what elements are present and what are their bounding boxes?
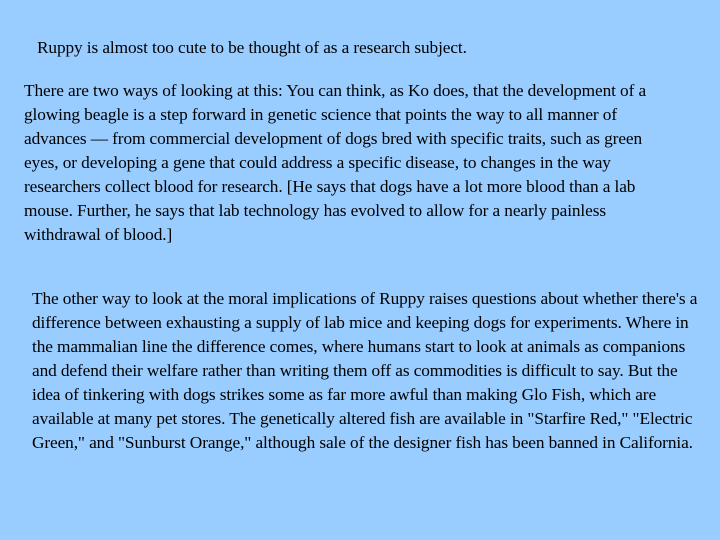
paragraph-two-ways: There are two ways of looking at this: You can think, as Ko does, that the development of a glowing beagle is a step forward in genetic science that points the way to all manner of advances — from commercial development of dogs bred with specific traits, such as green eyes, or developing a gene that could address a specific disease, to changes in the way researchers collect blood for research. [He says that dogs have a lot more blood than a lab mouse. Further, he says that lab technology has evolved to allow for a nearly painless withdrawal of blood.] <box>24 81 647 244</box>
intro-caption: Ruppy is almost too cute to be thought of as a research subject. <box>37 38 467 57</box>
paragraph-moral-implications: The other way to look at the moral implications of Ruppy raises questions about whether there's a difference between exhausting a supply of lab mice and keeping dogs for experiments. Where in the mammalian line the difference comes, where humans start to look at animals as companions and defend their welfare rather than writing them off as commodities is difficult to say. But the idea of tinkering with dogs strikes some as far more awful than making Glo Fish, which are available at many pet stores. The genetically altered fish are available in "Starfire Red," "Electric Green," and "Sunburst Orange," although sale of the designer fish has been banned in California. <box>32 289 698 452</box>
